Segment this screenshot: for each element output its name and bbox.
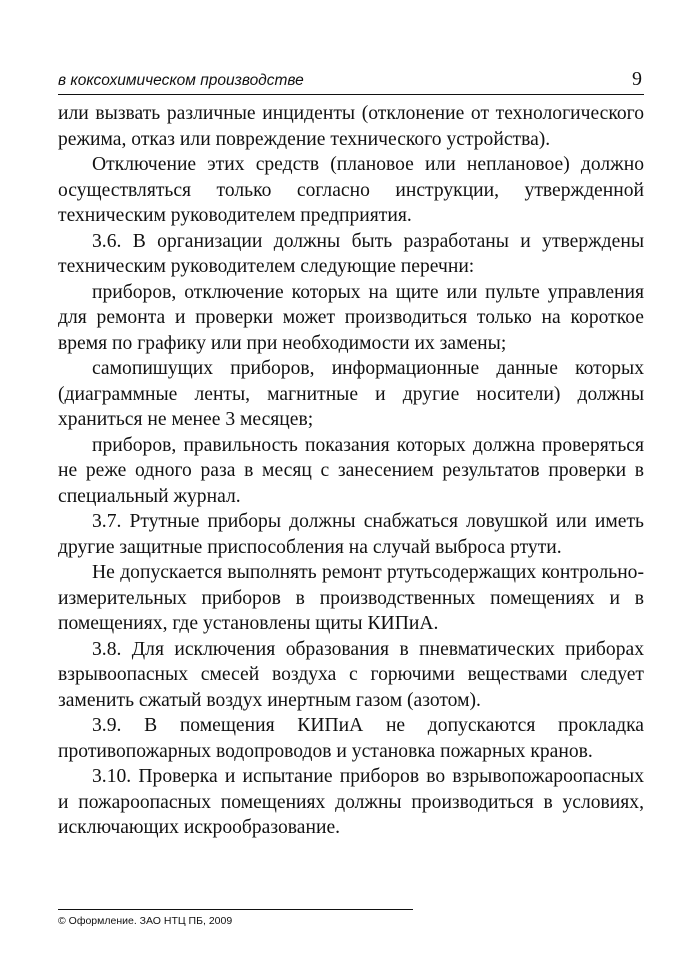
paragraph-3-8: 3.8. Для исключения образования в пневматических приборах взрывоопасных смесей воздуха с горючими веществами следует заменить сжатый воздух инертным газом (азотом). [58, 638, 644, 711]
paragraph: Отключение этих средств (плановое или неплановое) должно осуществляться только согласно инструкции, утвержденной техническим руководителем предприятия. [58, 154, 644, 226]
running-header [58, 70, 644, 95]
paragraph-3-6: 3.6. В организации должны быть разработаны и утверждены техническим руководителем следующие перечни: [58, 230, 644, 277]
paragraph-3-7: 3.7. Ртутные приборы должны снабжаться ловушкой или иметь другие защитные приспособления на случай выброса ртути. [58, 511, 644, 558]
list-item: приборов, отключение которых на щите или пульте управления для ремонта и проверки может производиться только на короткое время по графику или при необходимости их замены; [58, 281, 644, 354]
header-title: в коксохимическом производстве [58, 72, 304, 89]
list-item: приборов, правильность показания которых должна проверяться не реже одного раза в месяц с занесением результатов проверки в специальный журнал. [58, 434, 644, 507]
paragraph-continued: или вызвать различные инциденты (отклонение от технологического режима, отказ или повреждение технического устройства). [58, 103, 644, 150]
paragraph: Не допускается выполнять ремонт ртутьсодержащих контрольно-измерительных приборов в производственных помещениях и в помещениях, где установлены щиты КИПиА. [58, 562, 644, 634]
list-item: самопишущих приборов, информационные данные которых (диаграммные ленты, магнитные и другие носители) должны храниться не менее 3 месяцев; [58, 358, 644, 430]
body-text [58, 101, 644, 841]
paragraph-3-10: 3.10. Проверка и испытание приборов во взрывопожароопасных и пожароопасных помещениях должны производиться в условиях, исключающих искрообразование. [58, 766, 644, 838]
paragraph-3-9: 3.9. В помещения КИПиА не допускаются прокладка противопожарных водопроводов и установка пожарных кранов. [58, 715, 644, 762]
footer-copyright: © Оформление. ЗАО НТЦ ПБ, 2009 [58, 915, 233, 927]
page-number: 9 [632, 68, 642, 90]
footer-divider [58, 909, 413, 910]
